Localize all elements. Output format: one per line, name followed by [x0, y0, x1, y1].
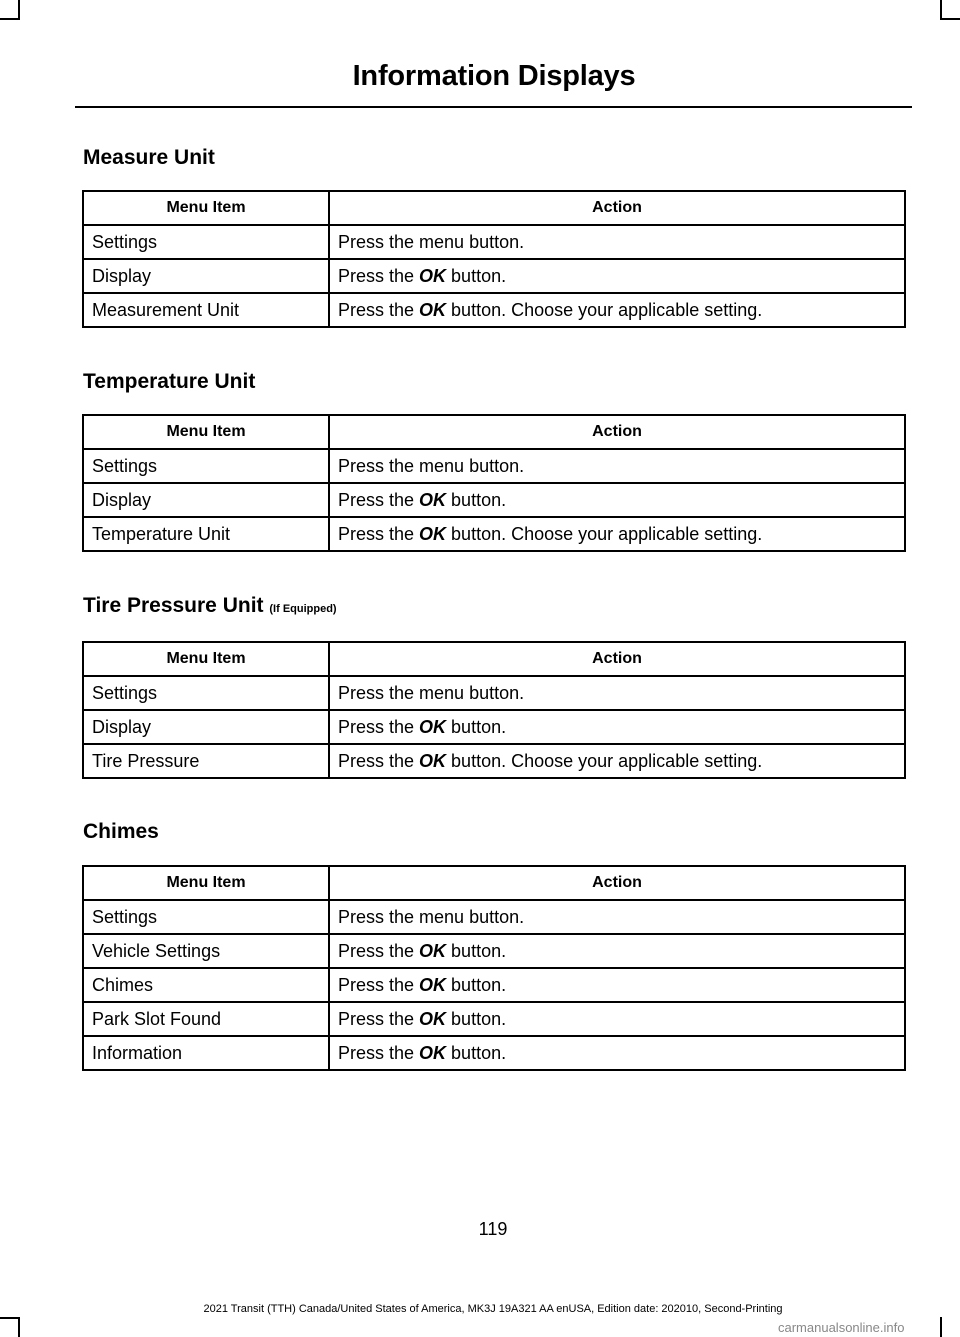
- menu-table: [82, 190, 906, 328]
- crop-mark: [18, 0, 20, 20]
- ok-label: OK: [419, 974, 447, 995]
- action-text-tail: button.: [446, 1008, 507, 1029]
- ok-label: OK: [419, 299, 447, 320]
- action-text-tail: button.: [446, 265, 507, 286]
- page-title: Information Displays: [352, 60, 636, 92]
- header-rule: [75, 106, 912, 108]
- menu-item-cell: Display: [83, 710, 329, 744]
- action-text: Press the: [338, 489, 420, 510]
- menu-item-cell: Vehicle Settings: [83, 934, 329, 968]
- action-cell: [329, 293, 905, 327]
- action-cell: [329, 483, 905, 517]
- action-text: Press the: [338, 265, 420, 286]
- action-text-tail: button.: [446, 489, 507, 510]
- crop-mark: [0, 1317, 20, 1319]
- menu-item-cell: Settings: [83, 676, 329, 710]
- table-header-row: [83, 191, 905, 225]
- section-heading: [83, 820, 159, 844]
- column-header: Menu Item: [83, 642, 329, 676]
- menu-item-cell: Tire Pressure: [83, 744, 329, 778]
- action-cell: [329, 259, 905, 293]
- menu-item-cell: Display: [83, 259, 329, 293]
- table-row: [83, 968, 905, 1002]
- section-heading: [83, 370, 255, 394]
- action-cell: [329, 710, 905, 744]
- column-header: Menu Item: [83, 191, 329, 225]
- section-heading-text: Temperature Unit: [83, 370, 256, 393]
- column-header: Action: [329, 415, 905, 449]
- action-cell: [329, 900, 905, 934]
- action-cell: [329, 449, 905, 483]
- column-header: Action: [329, 191, 905, 225]
- action-cell: [329, 934, 905, 968]
- action-text: Press the menu button.: [338, 906, 525, 927]
- menu-item-cell: Temperature Unit: [83, 517, 329, 551]
- table-row: [83, 900, 905, 934]
- menu-item-cell: Measurement Unit: [83, 293, 329, 327]
- action-text: Press the menu button.: [338, 682, 525, 703]
- section-heading: [83, 146, 215, 170]
- ok-label: OK: [419, 750, 447, 771]
- crop-mark: [940, 18, 960, 20]
- action-text: Press the menu button.: [338, 231, 525, 252]
- column-header: Action: [329, 642, 905, 676]
- action-cell: [329, 744, 905, 778]
- action-text-tail: button. Choose your applicable setting.: [446, 750, 763, 771]
- crop-mark: [940, 1317, 942, 1337]
- menu-item-cell: Chimes: [83, 968, 329, 1002]
- ok-label: OK: [419, 716, 447, 737]
- action-text-tail: button.: [446, 1042, 507, 1063]
- action-cell: [329, 1002, 905, 1036]
- menu-item-cell: Information: [83, 1036, 329, 1070]
- action-cell: [329, 517, 905, 551]
- table-row: [83, 1036, 905, 1070]
- action-cell: [329, 968, 905, 1002]
- menu-item-cell: Settings: [83, 900, 329, 934]
- table-header-row: [83, 866, 905, 900]
- action-cell: [329, 676, 905, 710]
- ok-label: OK: [419, 1008, 447, 1029]
- crop-mark: [0, 18, 20, 20]
- action-text: Press the: [338, 750, 420, 771]
- action-cell: [329, 225, 905, 259]
- column-header: Menu Item: [83, 415, 329, 449]
- table-row: [83, 1002, 905, 1036]
- table-row: [83, 517, 905, 551]
- action-text-tail: button. Choose your applicable setting.: [446, 299, 763, 320]
- table-row: [83, 710, 905, 744]
- action-text: Press the: [338, 940, 420, 961]
- action-text: Press the: [338, 1042, 420, 1063]
- action-text-tail: button.: [446, 716, 507, 737]
- action-cell: [329, 1036, 905, 1070]
- action-text: Press the: [338, 974, 420, 995]
- menu-table: [82, 414, 906, 552]
- action-text-tail: button.: [446, 974, 507, 995]
- if-equipped-note: (If Equipped): [269, 603, 337, 615]
- menu-item-cell: Park Slot Found: [83, 1002, 329, 1036]
- ok-label: OK: [419, 523, 447, 544]
- table-row: [83, 259, 905, 293]
- table-row: [83, 483, 905, 517]
- section-heading-text: Measure Unit: [83, 146, 215, 169]
- table-header-row: [83, 415, 905, 449]
- ok-label: OK: [419, 265, 447, 286]
- table-header-row: [83, 642, 905, 676]
- action-text: Press the: [338, 1008, 420, 1029]
- section-heading-text: Chimes: [83, 820, 159, 843]
- action-text: Press the: [338, 716, 420, 737]
- action-text-tail: button.: [446, 940, 507, 961]
- action-text-tail: button. Choose your applicable setting.: [446, 523, 763, 544]
- ok-label: OK: [419, 489, 447, 510]
- table-row: [83, 934, 905, 968]
- footer-edition-info: 2021 Transit (TTH) Canada/United States of America, MK3J 19A321 AA enUSA, Edition date: 202010, Second-Printing: [203, 1303, 783, 1315]
- table-row: [83, 225, 905, 259]
- menu-table: [82, 865, 906, 1071]
- column-header: Action: [329, 866, 905, 900]
- action-text: Press the: [338, 523, 420, 544]
- crop-mark: [940, 0, 942, 20]
- crop-mark: [18, 1317, 20, 1337]
- action-text: Press the: [338, 299, 420, 320]
- table-row: [83, 744, 905, 778]
- menu-item-cell: Display: [83, 483, 329, 517]
- section-heading: [83, 594, 337, 618]
- table-row: [83, 293, 905, 327]
- page-number: 119: [478, 1219, 508, 1239]
- table-row: [83, 676, 905, 710]
- ok-label: OK: [419, 940, 447, 961]
- action-text: Press the menu button.: [338, 455, 525, 476]
- menu-table: [82, 641, 906, 779]
- ok-label: OK: [419, 1042, 447, 1063]
- section-heading-text: Tire Pressure Unit: [83, 594, 264, 617]
- column-header: Menu Item: [83, 866, 329, 900]
- menu-item-cell: Settings: [83, 449, 329, 483]
- menu-item-cell: Settings: [83, 225, 329, 259]
- watermark: carmanualsonline.info: [778, 1320, 905, 1335]
- table-row: [83, 449, 905, 483]
